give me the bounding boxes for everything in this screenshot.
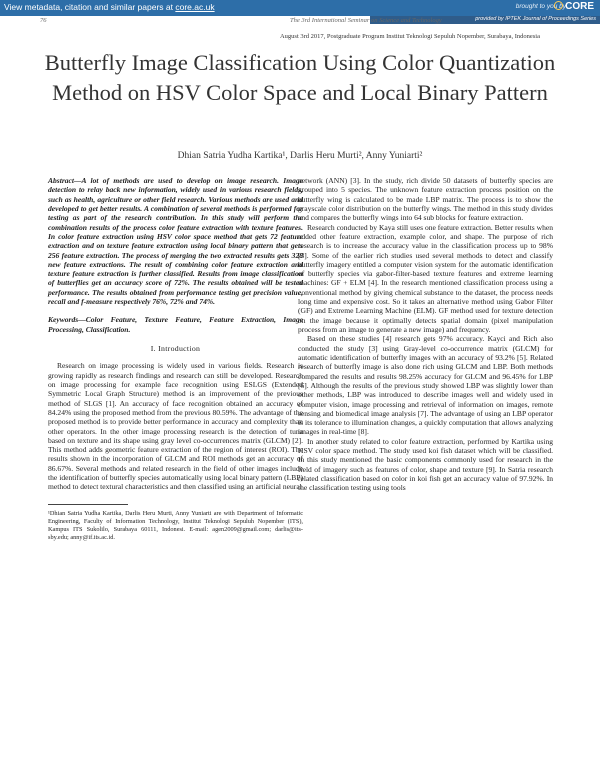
core-banner xyxy=(0,0,600,16)
brought-by-text: brought to you by xyxy=(515,3,566,10)
paragraph: network (ANN) [3]. In the study, rich divide 50 datasets of butterfly species are grouped into 5 species. The unknown feature extraction process position on the butterfly wing is calculated to be made LBP matrix. The process is to show the grayscale color distribution on the butterfly wings. The method in this study divides and compares the butterfly wings into 64 sub blocks for feature extraction. xyxy=(298,176,553,223)
conference-dateline: August 3rd 2017, Postgraduate Program Institut Teknologi Sepuluh Nopember, Surabaya, Indonesia xyxy=(279,33,540,40)
page-number: 76 xyxy=(40,17,47,24)
provider-text: provided by IPTEK Journal of Proceedings Series xyxy=(475,16,596,22)
section-heading-introduction: I. Introduction xyxy=(150,344,201,353)
paragraph: Based on these studies [4] research gets 97% accuracy. Kayci and Rich also conducted the study [3] using Gray-level co-occurrence matrix (GLCM) for automatic identification of butterfly images with an accuracy of 93.2% [5]. Related research of butterfly image is also done rich using GLCM and LBP. Both methods compared the results and results 98.25% accuracy for GLCM and 96.45% for LBP [6]. Although the results of the previous study showed LBP was slightly lower than other methods, LBP was introduced to describe images well and widely used in computer vision, image processing and retrieval of information on images, remote sensing and biomedical image analysis [7]. The advantage of using an LBP operator is its tolerance to illumination changes, a quickly computation that allows analyzing images in real-time [8]. xyxy=(298,334,553,437)
left-column xyxy=(48,176,303,543)
core-site-link[interactable]: core.ac.uk xyxy=(175,2,215,12)
keywords: Keywords—Color Feature, Texture Feature, Feature Extraction, Image Processing, Classification. xyxy=(48,315,303,334)
author-footnote: ¹Dhian Satria Yudha Kartika, Darlis Heru Murti, Anny Yuniarti are with Department of Informatic Engineering, Faculty of Information Technology, Institut Teknologi Sepuluh Nopember (ITS), Kampus ITS Sukolilo, Surabaya 60111, Indonesi. E-mail: agen2009@gmail.com; darlis@its-sby.edu; anny@if.its.ac.id. xyxy=(48,509,303,542)
core-logo-icon xyxy=(554,1,563,10)
core-metadata-link[interactable]: View metadata, citation and similar papers at core.ac.uk xyxy=(4,2,215,12)
paragraph: Research on image processing is widely used in various fields. Research is growing rapidly as research findings and research can still be developed. Research on image processing for example face recognition using ESLGS (Extended Symmetric Local Graph Structure) method is an improvement of the previous method of SLGS [1]. An accuracy of face recognition obtained an accuracy of 84.24% using the proposed method from the previous 80.59%. The advantage of the proposed method is to provide better performance in accuracy and complexity than other operators. In the other image processing research is the detection of tuna based on texture and its shape using gray level co-occurrences matrix (GLCM) [2]. This method adds geometric feature extraction of the region of interest (ROI). The results shown in the incorporation of GLCM and ROI methods get an accuracy of 86.67%. Several methods and related research in the field of other images include the identification of butterfly species automatically using local binary pattern (LBP) method to detect textural characteristics and then classified using an artificial neural xyxy=(48,361,303,492)
paragraph: Research conducted by Kaya still uses one feature extraction. Better results when added other feature extraction, example color, and shape. The purpose of rich research is to increase the accuracy value in the classification process up to 98% [3]. Some of the earlier rich studies used several methods to detect and classify butterfly imagery entitled a computer vision system for the automatic identification of butterfly species via gabor-filter-based texture features and extreme learning machines: GF + ELM [4]. In the research mentioned classification process using a conventional method by giving chemical substance to the dataset, the process needs long time and expensive cost. So it takes an alternative method using Gabor Filter (GF) and Extreme Learning Machine (ELM). GF method used for texture detection on the image because it optimally detects spatial domain (pixel manipulation process from an image to generate a new image) and frequency. xyxy=(298,222,553,334)
abstract: Abstract—A lot of methods are used to develop on image research. Image detection to relay back new information, widely used in various research fields, such as health, agriculture or other field research. Various methods are used and developed to get better results. A combination of several methods is performed for testing as part of the research contribution. In this study will perform the combination results of the process color feature extraction with texture features. In color feature extraction using HSV color space method that gets 72 feature extraction and on texture feature extraction using local binary pattern that gets 256 feature extraction. The process of merging the two extracted results gets 328 new feature extractions. The result of combining color feature extraction and texture feature extraction is further classified. Results from image classification of butterflies get an accuracy score of 72%. The results obtained will be tested performance. The results obtained from performance testing get precision value, recall and f-measure respectively 76%, 72% and 74%. xyxy=(48,176,303,307)
right-column xyxy=(298,176,553,493)
journal-name: The 3rd International Seminar on Science and Technology xyxy=(290,17,442,24)
paper-authors: Dhian Satria Yudha Kartika¹, Darlis Heru Murti², Anny Yuniarti² xyxy=(177,151,423,161)
paragraph: In another study related to color feature extraction, performed by Kartika using HSV color space method. The study used koi fish dataset which will be classified. In this study mentioned the basic components commonly used for research in the field of imagery such as features of color, shape and texture [9]. In Satria research related classification based on color in koi fish get an accuracy value of 97.92%. In the classification testing using tools xyxy=(298,436,553,493)
paper-title: Butterfly Image Classification Using Color Quantization Method on HSV Color Space and Local Binary Pattern xyxy=(44,50,556,105)
core-logo[interactable]: CORE xyxy=(554,1,594,12)
footnote-rule xyxy=(48,504,128,505)
